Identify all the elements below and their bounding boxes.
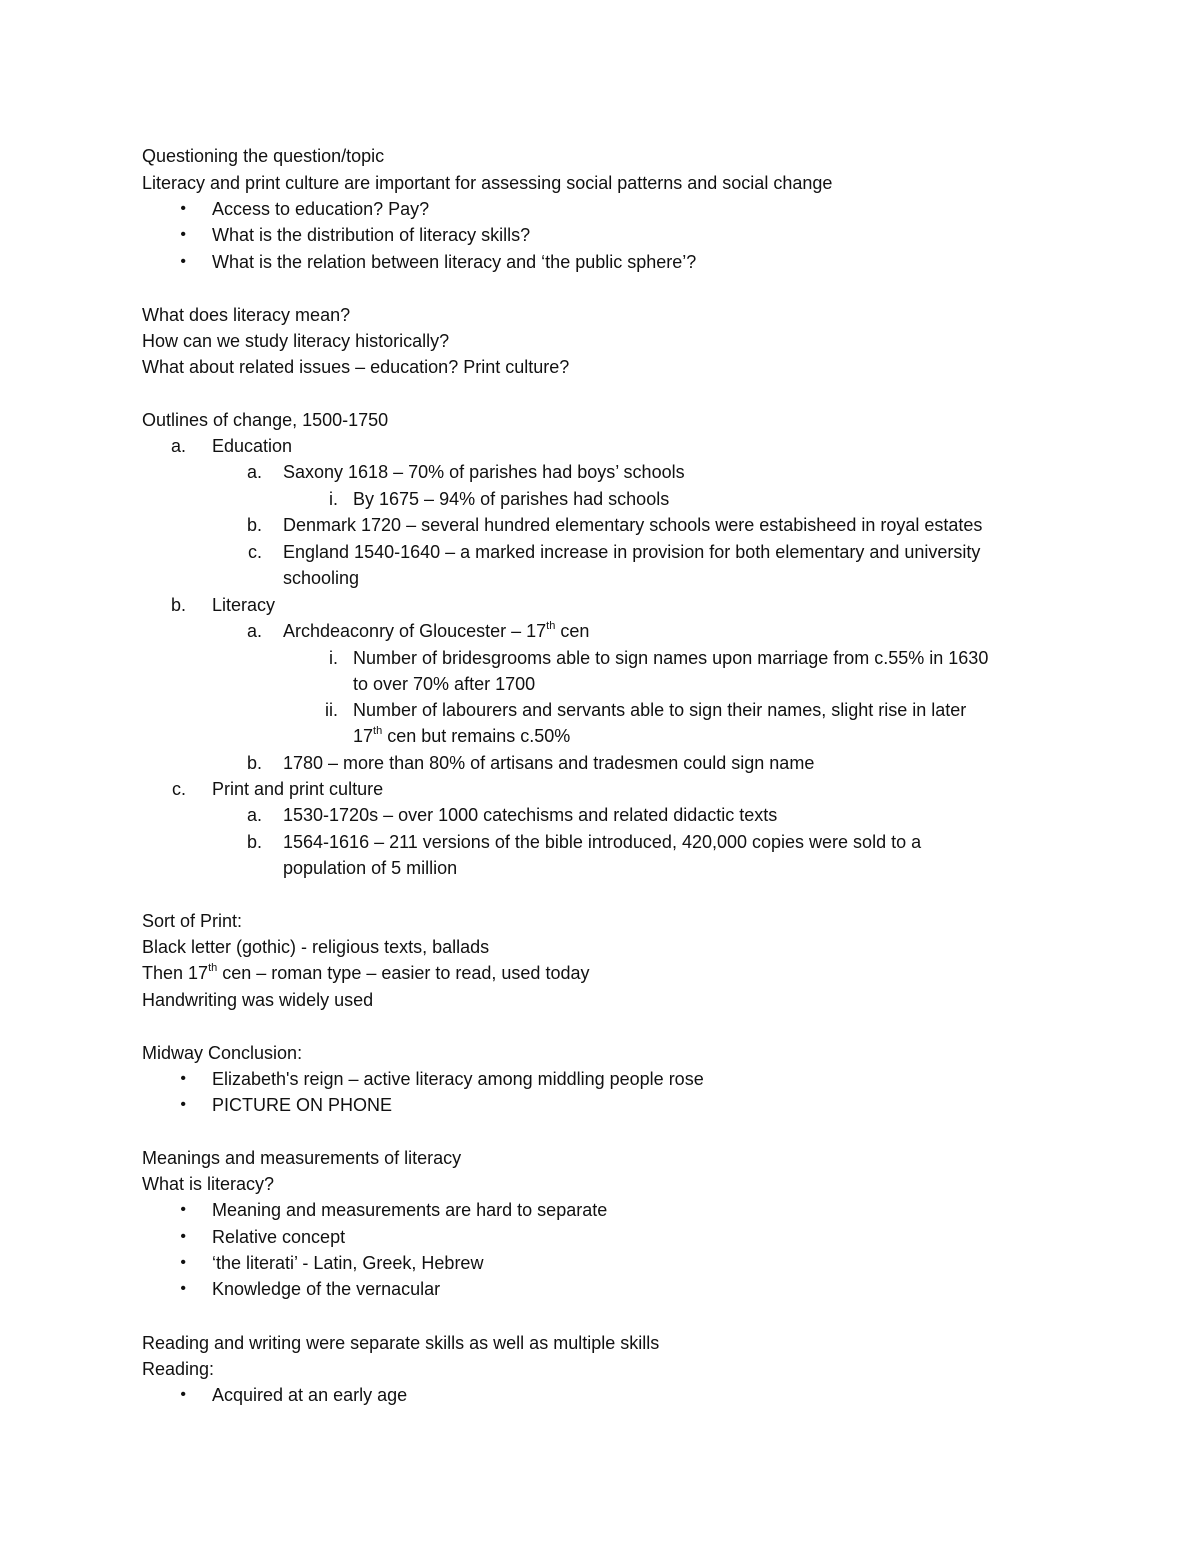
line-text	[283, 539, 980, 565]
line-text-main: Relative concept	[212, 1227, 346, 1247]
line-text-main: Reading:	[142, 1359, 215, 1379]
line-text	[142, 1040, 302, 1066]
line-text-main: Sort of Print:	[142, 911, 243, 931]
line-text-continued: cen	[555, 621, 590, 641]
line-text	[283, 855, 457, 881]
line-text	[283, 565, 359, 591]
bullet-marker: •	[180, 1228, 186, 1245]
line-text	[212, 196, 429, 222]
line-text	[212, 249, 696, 275]
line-text	[142, 1145, 461, 1171]
bullet-marker: •	[180, 1254, 186, 1271]
line-text	[142, 987, 373, 1013]
bullet-marker: •	[180, 1201, 186, 1218]
list-marker: a.	[170, 436, 186, 456]
list-marker: b.	[246, 832, 262, 852]
line-text	[212, 1250, 483, 1276]
line-text	[212, 1224, 345, 1250]
line-text-main: 1780 – more than 80% of artisans and tradesmen could sign name	[283, 753, 815, 773]
line-text	[142, 143, 384, 169]
line-text-main: Questioning the question/topic	[142, 146, 385, 166]
line-text-main: 1564-1616 – 211 versions of the bible introduced, 420,000 copies were sold to a	[283, 832, 922, 852]
line-text-main: 1530-1720s – over 1000 catechisms and related didactic texts	[283, 805, 778, 825]
list-marker: a.	[246, 462, 262, 482]
line-text	[212, 433, 292, 459]
list-marker: ii.	[325, 700, 338, 720]
line-text	[142, 407, 388, 433]
line-text-main: Meaning and measurements are hard to separate	[212, 1200, 608, 1220]
line-text-main: Number of labourers and servants able to sign their names, slight rise in later	[353, 700, 967, 720]
line-text-main: ‘the literati’ - Latin, Greek, Hebrew	[212, 1253, 484, 1273]
line-text	[283, 802, 777, 828]
line-text-main: Archdeaconry of Gloucester – 17	[283, 621, 547, 641]
list-marker: c.	[171, 779, 186, 799]
ordinal-superscript: th	[373, 725, 383, 737]
list-marker: c.	[247, 542, 262, 562]
line-text	[142, 960, 589, 986]
line-text-main: Print and print culture	[212, 779, 384, 799]
line-text-main: Meanings and measurements of literacy	[142, 1148, 462, 1168]
line-text-main: Midway Conclusion:	[142, 1043, 303, 1063]
line-text-main: England 1540-1640 – a marked increase in provision for both elementary and university	[283, 542, 981, 562]
line-text	[212, 1197, 607, 1223]
line-text-main: to over 70% after 1700	[353, 674, 536, 694]
line-text-main: Saxony 1618 – 70% of parishes had boys’ schools	[283, 462, 685, 482]
line-text	[212, 222, 530, 248]
list-marker: i.	[329, 489, 338, 509]
line-text	[353, 645, 988, 671]
line-text-main: What is the relation between literacy and ‘the public sphere’?	[212, 252, 697, 272]
line-text	[142, 170, 832, 196]
bullet-marker: •	[180, 1386, 186, 1403]
list-marker: a.	[246, 805, 262, 825]
line-text-continued: cen but remains c.50%	[382, 726, 571, 746]
line-text	[212, 776, 383, 802]
bullet-marker: •	[180, 200, 186, 217]
ordinal-superscript: th	[546, 620, 556, 632]
line-text	[283, 750, 814, 776]
ordinal-superscript: th	[208, 962, 218, 974]
line-text-main: Literacy and print culture are important for assessing social patterns and social change	[142, 173, 833, 193]
line-text-main: Number of bridesgrooms able to sign names upon marriage from c.55% in 1630	[353, 648, 989, 668]
list-marker: b.	[246, 515, 262, 535]
bullet-marker: •	[180, 1070, 186, 1087]
line-text	[142, 354, 569, 380]
bullet-marker: •	[180, 1280, 186, 1297]
line-text-main: Outlines of change, 1500-1750	[142, 410, 389, 430]
list-marker: b.	[246, 753, 262, 773]
line-text	[142, 328, 449, 354]
line-text	[142, 1171, 274, 1197]
line-text	[142, 908, 242, 934]
line-text-main: By 1675 – 94% of parishes had schools	[353, 489, 670, 509]
line-text-main: Handwriting was widely used	[142, 990, 374, 1010]
line-text-main: What is the distribution of literacy skills?	[212, 225, 531, 245]
line-text-main: Elizabeth's reign – active literacy among middling people rose	[212, 1069, 704, 1089]
line-text	[212, 1382, 407, 1408]
line-text-main: How can we study literacy historically?	[142, 331, 450, 351]
line-text	[283, 618, 589, 644]
line-text	[283, 512, 982, 538]
list-marker: a.	[246, 621, 262, 641]
line-text	[212, 1092, 392, 1118]
line-text-main: Acquired at an early age	[212, 1385, 408, 1405]
line-text-main: Education	[212, 436, 293, 456]
line-text-main: Reading and writing were separate skills as well as multiple skills	[142, 1333, 660, 1353]
list-marker: i.	[329, 648, 338, 668]
line-text-main: What does literacy mean?	[142, 305, 351, 325]
line-text	[283, 459, 685, 485]
line-text	[212, 1276, 440, 1302]
line-text	[212, 592, 275, 618]
bullet-marker: •	[180, 253, 186, 270]
line-text-main: Literacy	[212, 595, 276, 615]
line-text-main: PICTURE ON PHONE	[212, 1095, 393, 1115]
line-text-main: Knowledge of the vernacular	[212, 1279, 441, 1299]
line-text-main: Then 17	[142, 963, 209, 983]
line-text-main: Black letter (gothic) - religious texts, ballads	[142, 937, 490, 957]
line-text-main: population of 5 million	[283, 858, 458, 878]
line-text	[353, 486, 669, 512]
line-text	[142, 302, 350, 328]
line-text-main: What is literacy?	[142, 1174, 275, 1194]
list-marker: b.	[170, 595, 186, 615]
line-text	[353, 697, 966, 723]
line-text-main: schooling	[283, 568, 360, 588]
line-text-main: Access to education? Pay?	[212, 199, 430, 219]
line-text-main: What about related issues – education? Print culture?	[142, 357, 570, 377]
line-text	[142, 1356, 214, 1382]
line-text	[142, 1330, 659, 1356]
line-text	[283, 829, 921, 855]
line-text	[353, 723, 570, 749]
line-text-main: 17	[353, 726, 374, 746]
line-text	[353, 671, 535, 697]
line-text	[142, 934, 489, 960]
bullet-marker: •	[180, 1096, 186, 1113]
line-text-continued: cen – roman type – easier to read, used today	[217, 963, 590, 983]
line-text	[212, 1066, 704, 1092]
line-text-main: Denmark 1720 – several hundred elementary schools were estabisheed in royal estates	[283, 515, 983, 535]
bullet-marker: •	[180, 226, 186, 243]
